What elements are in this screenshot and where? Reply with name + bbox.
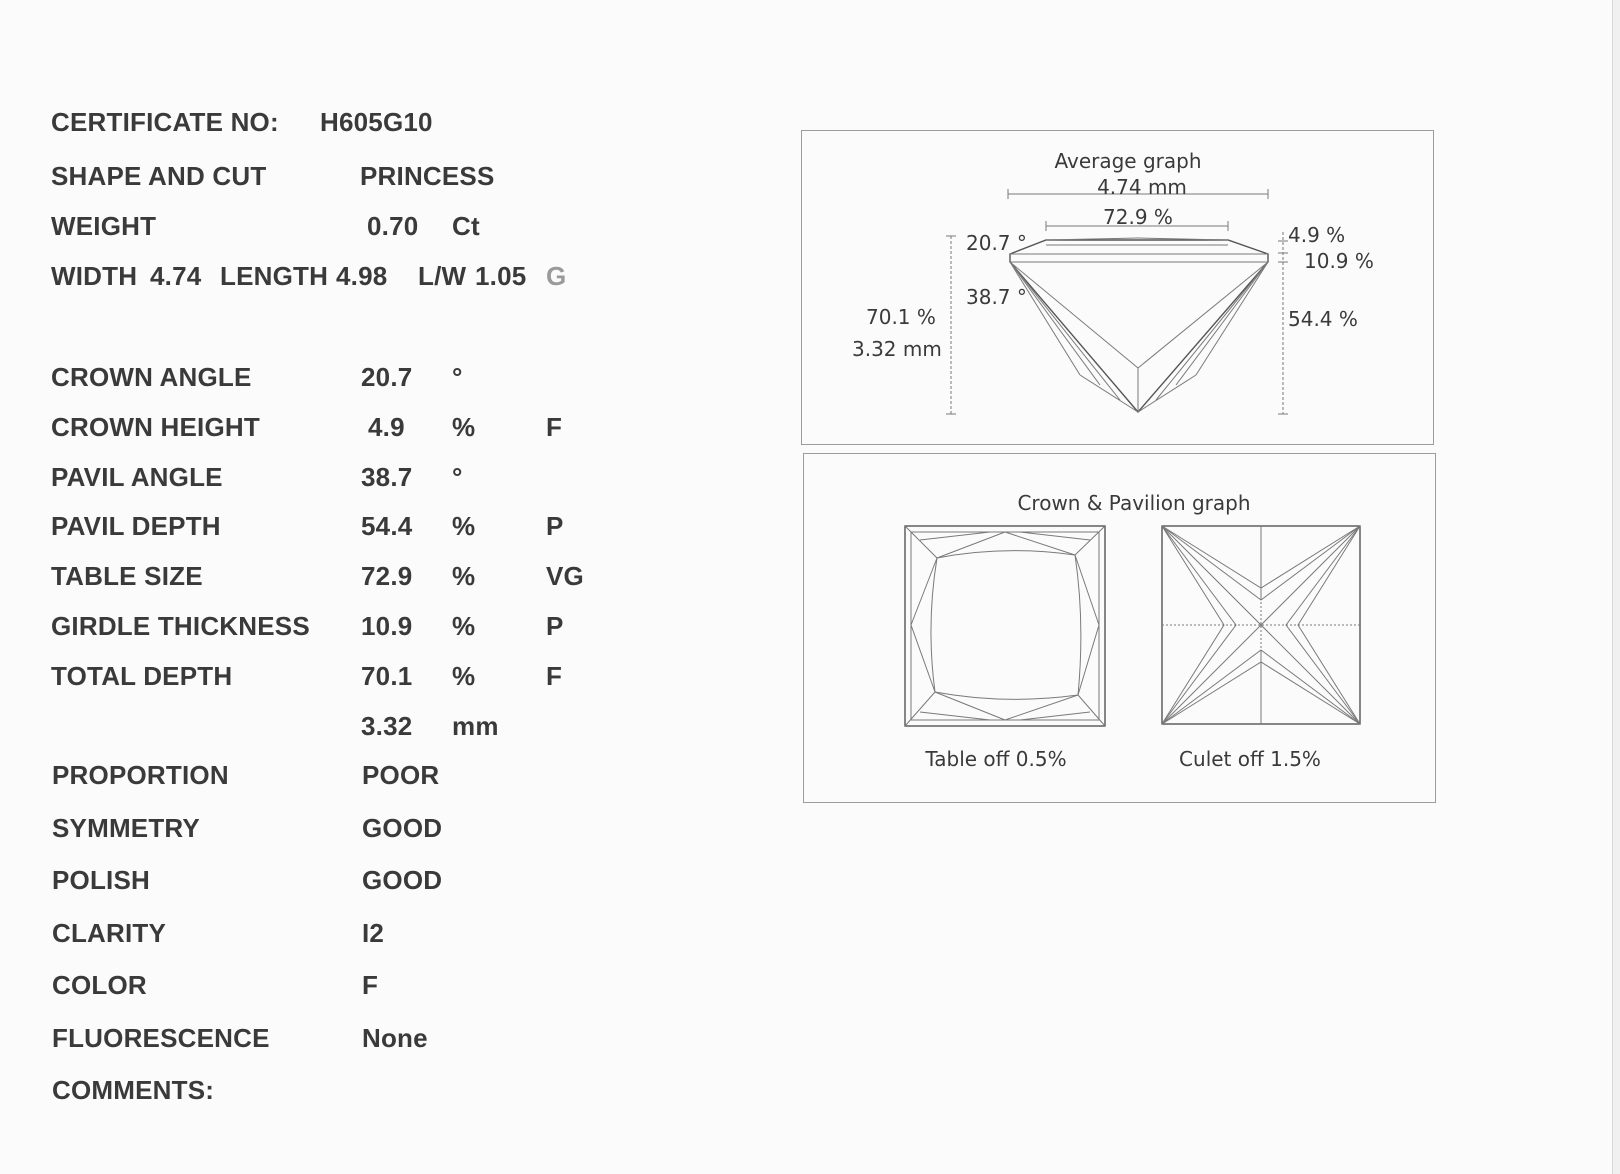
pavilion-angle-label: 38.7 ° xyxy=(966,285,1027,309)
measurement-grade: P xyxy=(546,511,564,541)
grading-label: COMMENTS: xyxy=(52,1075,215,1105)
shape-label: SHAPE AND CUT xyxy=(51,161,267,191)
weight-value: 0.70 xyxy=(367,211,419,241)
total-depth-mm-label: 3.32 mm xyxy=(852,337,942,361)
lw-label: L/W xyxy=(418,261,467,291)
lw-grade: G xyxy=(546,261,567,291)
grading-value: F xyxy=(362,970,379,1000)
pavilion-depth-label: 54.4 % xyxy=(1288,307,1358,331)
measurement-value: 72.9 xyxy=(361,561,413,591)
grading-value: None xyxy=(362,1023,428,1053)
measurement-unit: ° xyxy=(452,362,463,392)
measurement-unit: % xyxy=(452,661,476,691)
measurement-label: TOTAL DEPTH xyxy=(51,661,233,691)
culet-view-drawing xyxy=(1162,526,1360,724)
measurement-unit: % xyxy=(452,511,476,541)
width-mm-label: 4.74 mm xyxy=(1097,175,1187,199)
grading-label: POLISH xyxy=(52,865,150,895)
grading-label: FLUORESCENCE xyxy=(52,1023,270,1053)
certificate-label: CERTIFICATE NO: xyxy=(51,107,279,137)
grading-label: COLOR xyxy=(52,970,147,1000)
weight-label: WEIGHT xyxy=(51,211,157,241)
average-graph-title: Average graph xyxy=(1054,149,1202,173)
measurement-grade: P xyxy=(546,611,564,641)
table-pct-label: 72.9 % xyxy=(1103,205,1173,229)
culet-off-label: Culet off 1.5% xyxy=(1179,747,1321,771)
measurement-label: TABLE SIZE xyxy=(51,561,203,591)
crown-pavilion-title: Crown & Pavilion graph xyxy=(1017,491,1251,515)
grading-label: SYMMETRY xyxy=(52,813,200,843)
girdle-label: 10.9 % xyxy=(1304,249,1374,273)
measurement-grade: F xyxy=(546,661,563,691)
grading-label: CLARITY xyxy=(52,918,167,948)
certificate-number: H605G10 xyxy=(320,107,433,137)
measurement-grade: F xyxy=(546,412,563,442)
grading-value: I2 xyxy=(362,918,385,948)
shape-value: PRINCESS xyxy=(360,161,495,191)
crown-angle-label: 20.7 ° xyxy=(966,231,1027,255)
table-view-drawing xyxy=(905,526,1105,726)
measurement-unit: % xyxy=(452,611,476,641)
grading-label: PROPORTION xyxy=(52,760,229,790)
weight-unit: Ct xyxy=(452,211,480,241)
measurement-value: 54.4 xyxy=(361,511,413,541)
table-off-label: Table off 0.5% xyxy=(925,747,1067,771)
measurement-label: PAVIL ANGLE xyxy=(51,462,223,492)
measurement-value: 70.1 xyxy=(361,661,413,691)
grading-value: POOR xyxy=(362,760,440,790)
length-value: 4.98 xyxy=(336,261,388,291)
measurement-label: CROWN HEIGHT xyxy=(51,412,260,442)
measurement-label: PAVIL DEPTH xyxy=(51,511,221,541)
grading-value: GOOD xyxy=(362,813,443,843)
measurement-value: 20.7 xyxy=(361,362,413,392)
width-value: 4.74 xyxy=(150,261,202,291)
measurement-unit: ° xyxy=(452,462,463,492)
total-depth-pct-label: 70.1 % xyxy=(866,305,936,329)
measurement-value: 10.9 xyxy=(361,611,413,641)
crown-height-label: 4.9 % xyxy=(1288,223,1346,247)
lw-value: 1.05 xyxy=(475,261,527,291)
measurement-unit: % xyxy=(452,412,476,442)
measurement-value: 3.32 xyxy=(361,711,413,741)
measurement-grade: VG xyxy=(546,561,584,591)
length-label: LENGTH xyxy=(220,261,329,291)
grading-value: GOOD xyxy=(362,865,443,895)
measurement-value: 4.9 xyxy=(368,412,405,442)
measurement-unit: mm xyxy=(452,711,499,741)
measurement-unit: % xyxy=(452,561,476,591)
measurement-label: GIRDLE THICKNESS xyxy=(51,611,310,641)
measurement-label: CROWN ANGLE xyxy=(51,362,252,392)
width-label: WIDTH xyxy=(51,261,138,291)
measurement-value: 38.7 xyxy=(361,462,413,492)
diamond-profile xyxy=(1010,240,1268,412)
